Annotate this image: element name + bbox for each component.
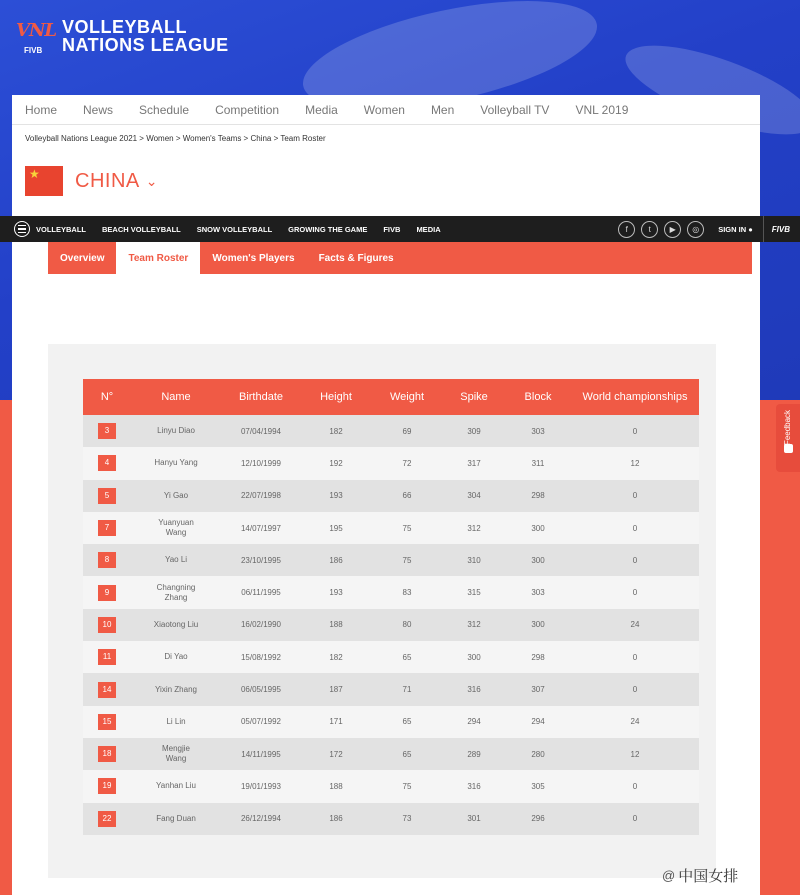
player-height-cell [301,480,371,512]
player-spike-cell [443,738,505,770]
player-weight: 66 [402,491,412,501]
player-block-cell [505,770,571,802]
player-birthdate: 14/07/1997 [240,523,282,533]
player-number: 7 [98,520,116,536]
player-world-championships: 0 [632,588,638,598]
player-weight-cell [371,576,443,608]
player-block-cell [505,512,571,544]
player-block-cell [505,576,571,608]
player-number-cell [83,415,131,447]
china-flag-icon: ★ [25,166,63,196]
player-name[interactable]: Linyu Diao [157,426,195,436]
table-row[interactable] [83,803,699,835]
player-height-cell [301,641,371,673]
player-height: 186 [329,814,343,824]
player-height-cell [301,673,371,705]
player-block-cell [505,447,571,479]
player-height-cell [301,415,371,447]
player-birthdate: 23/10/1995 [240,555,282,565]
fivb-mark-text: FIVB [24,46,43,55]
tab-team-roster[interactable]: Team Roster [116,242,200,274]
player-block-cell [505,803,571,835]
player-number: 8 [98,552,116,568]
roster-table-body [83,415,699,835]
player-world-championships: 0 [632,652,638,662]
nav-competition[interactable]: Competition [215,102,280,117]
player-spike: 316 [467,685,481,695]
player-weight-cell [371,738,443,770]
player-spike: 309 [467,426,481,436]
header-spike[interactable]: Spike [443,379,505,415]
player-birthdate-cell [221,415,301,447]
chevron-down-icon[interactable]: ⌄ [145,172,158,189]
player-world-championships-cell [571,415,699,447]
player-birthdate: 07/04/1994 [240,426,282,436]
header-name[interactable]: Name [131,379,221,415]
player-world-championships-cell [571,706,699,738]
player-weight: 69 [402,426,412,436]
nav-vnl-2019[interactable]: VNL 2019 [575,102,629,117]
player-world-championships-cell [571,641,699,673]
player-spike-cell [443,803,505,835]
header-height[interactable]: Height [301,379,371,415]
vnl-logo-mark [16,18,56,62]
player-height-cell [301,738,371,770]
player-name-cell [131,447,221,479]
player-block: 303 [531,426,545,436]
player-world-championships: 0 [632,491,638,501]
player-weight-cell [371,706,443,738]
player-number: 11 [98,649,116,665]
player-spike-cell [443,641,505,673]
player-world-championships: 0 [632,555,638,565]
player-number-cell [83,673,131,705]
player-number-cell [83,803,131,835]
fivb-link-snow-volleyball[interactable]: SNOW VOLLEYBALL [196,224,273,234]
player-block-cell [505,706,571,738]
vnl-logo[interactable] [16,18,229,62]
player-block-cell [505,673,571,705]
player-world-championships: 24 [630,620,640,630]
player-name-cell [131,673,221,705]
logo-line-1: VOLLEYBALL [62,17,187,37]
player-number: 19 [98,778,116,794]
player-spike: 310 [467,555,481,565]
player-number-cell [83,544,131,576]
watermark-text: 中国女排 [678,868,739,885]
player-weight: 72 [402,458,412,468]
player-weight: 71 [402,685,412,695]
roster-table [83,379,699,835]
breadcrumb[interactable]: Volleyball Nations League 2021 > Women > Women's Teams > China > Team Roster [25,134,326,143]
player-name-cell [131,480,221,512]
main-navigation [12,95,760,125]
table-row[interactable] [83,609,699,641]
player-name-cell [131,609,221,641]
player-birthdate-cell [221,706,301,738]
table-row[interactable] [83,706,699,738]
player-birthdate-cell [221,673,301,705]
country-name[interactable]: CHINA [75,169,140,192]
player-height: 171 [329,717,343,727]
nav-news[interactable]: News [83,102,114,117]
player-world-championships: 0 [632,685,638,695]
player-number: 9 [98,585,116,601]
player-height: 172 [329,749,343,759]
header-world-championships[interactable]: World championships [571,379,699,415]
user-icon: ● [748,224,753,234]
player-block: 298 [531,491,545,501]
player-birthdate: 22/07/1998 [240,491,282,501]
table-row[interactable] [83,544,699,576]
player-number: 18 [98,746,116,762]
player-spike-cell [443,576,505,608]
player-spike-cell [443,770,505,802]
header-weight[interactable]: Weight [371,379,443,415]
player-block: 300 [531,523,545,533]
player-world-championships-cell [571,738,699,770]
player-weight-cell [371,512,443,544]
player-block-cell [505,641,571,673]
player-name-cell [131,576,221,608]
player-weight-cell [371,447,443,479]
fivb-link-media[interactable]: MEDIA [416,224,441,234]
player-block: 305 [531,781,545,791]
player-name[interactable]: Changning Zhang [156,582,196,602]
player-number-cell [83,706,131,738]
player-block: 300 [531,555,545,565]
player-world-championships: 12 [630,749,640,759]
player-block-cell [505,609,571,641]
player-name[interactable]: Yao Li [164,555,188,565]
player-weight-cell [371,609,443,641]
header-number[interactable]: N° [83,379,131,415]
player-name-cell [131,706,221,738]
player-name-cell [131,641,221,673]
player-number: 15 [98,714,116,730]
table-row[interactable] [83,512,699,544]
player-weight-cell [371,803,443,835]
player-spike: 312 [467,620,481,630]
player-height: 182 [329,652,343,662]
player-name-cell [131,803,221,835]
tab-facts-figures[interactable]: Facts & Figures [318,252,394,264]
table-row[interactable] [83,738,699,770]
player-number-cell [83,480,131,512]
player-height-cell [301,706,371,738]
logo-line-2: NATIONS LEAGUE [62,35,229,55]
player-spike: 301 [467,814,481,824]
player-birthdate: 19/01/1993 [240,781,282,791]
table-row[interactable] [83,480,699,512]
country-header [12,151,760,211]
player-birthdate-cell [221,576,301,608]
player-height-cell [301,609,371,641]
player-name[interactable]: Mengjie Wang [161,744,190,764]
player-name[interactable]: Yuanyuan Wang [158,518,194,538]
player-block: 303 [531,588,545,598]
nav-home[interactable]: Home [25,102,58,117]
player-birthdate: 15/08/1992 [240,652,282,662]
player-world-championships-cell [571,609,699,641]
roster-card [48,344,716,878]
table-row[interactable] [83,770,699,802]
instagram-icon[interactable]: ◎ [687,221,704,238]
feedback-label: Feedback [783,409,793,446]
table-row[interactable] [83,576,699,608]
player-number-cell [83,770,131,802]
player-birthdate: 06/05/1995 [240,685,282,695]
table-row[interactable] [83,447,699,479]
player-birthdate-cell [221,480,301,512]
player-name[interactable]: Hanyu Yang [154,458,198,468]
player-block: 298 [531,652,545,662]
fivb-logo[interactable]: FIVB [763,216,800,242]
social-links [612,221,704,238]
player-world-championships-cell [571,447,699,479]
player-world-championships-cell [571,480,699,512]
player-height-cell [301,770,371,802]
player-birthdate-cell [221,609,301,641]
nav-women[interactable]: Women [363,102,405,117]
player-height-cell [301,576,371,608]
player-spike-cell [443,609,505,641]
player-height: 186 [329,555,343,565]
player-spike-cell [443,447,505,479]
player-world-championships-cell [571,673,699,705]
player-weight-cell [371,673,443,705]
facebook-icon[interactable]: f [618,221,635,238]
player-birthdate: 06/11/1995 [241,588,281,598]
player-weight: 83 [402,588,412,598]
player-weight: 75 [402,781,412,791]
player-height: 195 [329,523,343,533]
player-spike: 300 [467,652,481,662]
tab-womens-players[interactable]: Women's Players [212,252,295,264]
player-spike-cell [443,673,505,705]
player-spike: 304 [467,491,481,501]
player-weight: 75 [402,523,412,533]
player-spike: 316 [467,781,481,791]
table-row[interactable] [83,641,699,673]
player-height: 182 [329,426,343,436]
player-weight-cell [371,415,443,447]
player-weight-cell [371,641,443,673]
player-name-cell [131,512,221,544]
player-weight: 65 [402,717,412,727]
header-block[interactable]: Block [505,379,571,415]
player-birthdate: 16/02/1990 [240,620,282,630]
player-world-championships: 0 [632,426,638,436]
player-spike-cell [443,512,505,544]
player-world-championships-cell [571,803,699,835]
player-spike: 317 [467,458,481,468]
fivb-bar [0,216,800,242]
player-number-cell [83,641,131,673]
player-world-championships-cell [571,544,699,576]
player-name-cell [131,738,221,770]
player-block-cell [505,415,571,447]
fivb-link-fivb[interactable]: FIVB [383,224,401,234]
table-header-row [83,379,699,415]
menu-icon[interactable] [14,221,30,237]
vnl-logo-text [62,18,229,54]
player-world-championships: 24 [630,717,640,727]
player-height: 193 [329,491,343,501]
player-spike: 312 [467,523,481,533]
sign-in-label: SIGN IN [718,224,747,234]
player-block: 280 [531,749,545,759]
player-weight-cell [371,480,443,512]
nav-volleyball-tv[interactable]: Volleyball TV [480,102,550,117]
player-height: 188 [329,620,343,630]
weibo-watermark [662,865,738,886]
player-birthdate: 14/11/1995 [241,749,281,759]
player-world-championships-cell [571,770,699,802]
player-height: 188 [329,781,343,791]
player-world-championships: 12 [630,458,640,468]
fivb-link-growing-the-game[interactable]: GROWING THE GAME [288,224,368,234]
player-birthdate-cell [221,738,301,770]
player-name-cell [131,770,221,802]
nav-men[interactable]: Men [430,102,455,117]
player-name[interactable]: Yi Gao [163,490,189,500]
player-name[interactable]: Yanhan Liu [156,781,196,791]
fivb-link-volleyball[interactable]: VOLLEYBALL [36,224,86,234]
nav-schedule[interactable]: Schedule [139,102,190,117]
player-number-cell [83,512,131,544]
team-subtabs [48,242,752,274]
header-birthdate[interactable]: Birthdate [221,379,301,415]
player-spike: 315 [467,588,481,598]
player-birthdate: 12/10/1999 [240,458,282,468]
vnl-mark-text: VNL [16,20,57,41]
player-number-cell [83,447,131,479]
player-height-cell [301,544,371,576]
player-birthdate-cell [221,641,301,673]
player-number: 5 [98,488,116,504]
player-number-cell [83,609,131,641]
table-row[interactable] [83,415,699,447]
player-number: 10 [98,617,116,633]
player-block: 307 [531,685,545,695]
player-birthdate-cell [221,803,301,835]
player-birthdate: 26/12/1994 [240,814,282,824]
player-weight: 65 [402,652,412,662]
player-block-cell [505,544,571,576]
player-name[interactable]: Li Lin [166,716,186,726]
player-height: 187 [329,685,343,695]
feedback-icon [784,444,793,453]
player-spike-cell [443,415,505,447]
tab-overview[interactable]: Overview [60,252,105,264]
player-name[interactable]: Fang Duan [156,813,196,823]
player-block-cell [505,738,571,770]
player-weight: 65 [402,749,412,759]
nav-media[interactable]: Media [305,102,338,117]
weibo-icon: @ [662,868,676,883]
player-name[interactable]: Di Yao [164,652,188,662]
player-number: 3 [98,423,116,439]
player-spike-cell [443,480,505,512]
player-block: 294 [531,717,545,727]
player-weight-cell [371,544,443,576]
player-birthdate-cell [221,512,301,544]
player-block-cell [505,480,571,512]
player-weight-cell [371,770,443,802]
player-name[interactable]: Yixin Zhang [155,684,197,694]
player-world-championships: 0 [632,814,638,824]
player-birthdate-cell [221,544,301,576]
player-block: 311 [531,458,545,468]
player-block: 300 [531,620,545,630]
player-name-cell [131,415,221,447]
player-world-championships: 0 [632,523,638,533]
player-world-championships-cell [571,576,699,608]
player-weight: 75 [402,555,412,565]
player-block: 296 [531,814,545,824]
player-spike-cell [443,706,505,738]
feedback-tab[interactable] [776,404,800,472]
player-number-cell [83,738,131,770]
player-birthdate: 05/07/1992 [240,717,282,727]
player-birthdate-cell [221,447,301,479]
table-row[interactable] [83,673,699,705]
player-world-championships-cell [571,512,699,544]
player-height-cell [301,447,371,479]
player-spike-cell [443,544,505,576]
player-spike: 294 [467,717,481,727]
sign-in-button[interactable] [718,225,753,234]
player-height-cell [301,803,371,835]
player-weight: 80 [402,620,412,630]
player-height: 193 [329,588,343,598]
player-name-cell [131,544,221,576]
player-number-cell [83,576,131,608]
player-height-cell [301,512,371,544]
player-spike: 289 [467,749,481,759]
player-name[interactable]: Xiaotong Liu [153,619,199,629]
player-number: 4 [98,455,116,471]
youtube-icon[interactable]: ▶ [664,221,681,238]
player-world-championships: 0 [632,781,638,791]
twitter-icon[interactable]: t [641,221,658,238]
player-number: 22 [98,811,116,827]
fivb-link-beach-volleyball[interactable]: BEACH VOLLEYBALL [102,224,181,234]
player-height: 192 [329,458,343,468]
player-birthdate-cell [221,770,301,802]
player-weight: 73 [402,814,412,824]
player-number: 14 [98,682,116,698]
